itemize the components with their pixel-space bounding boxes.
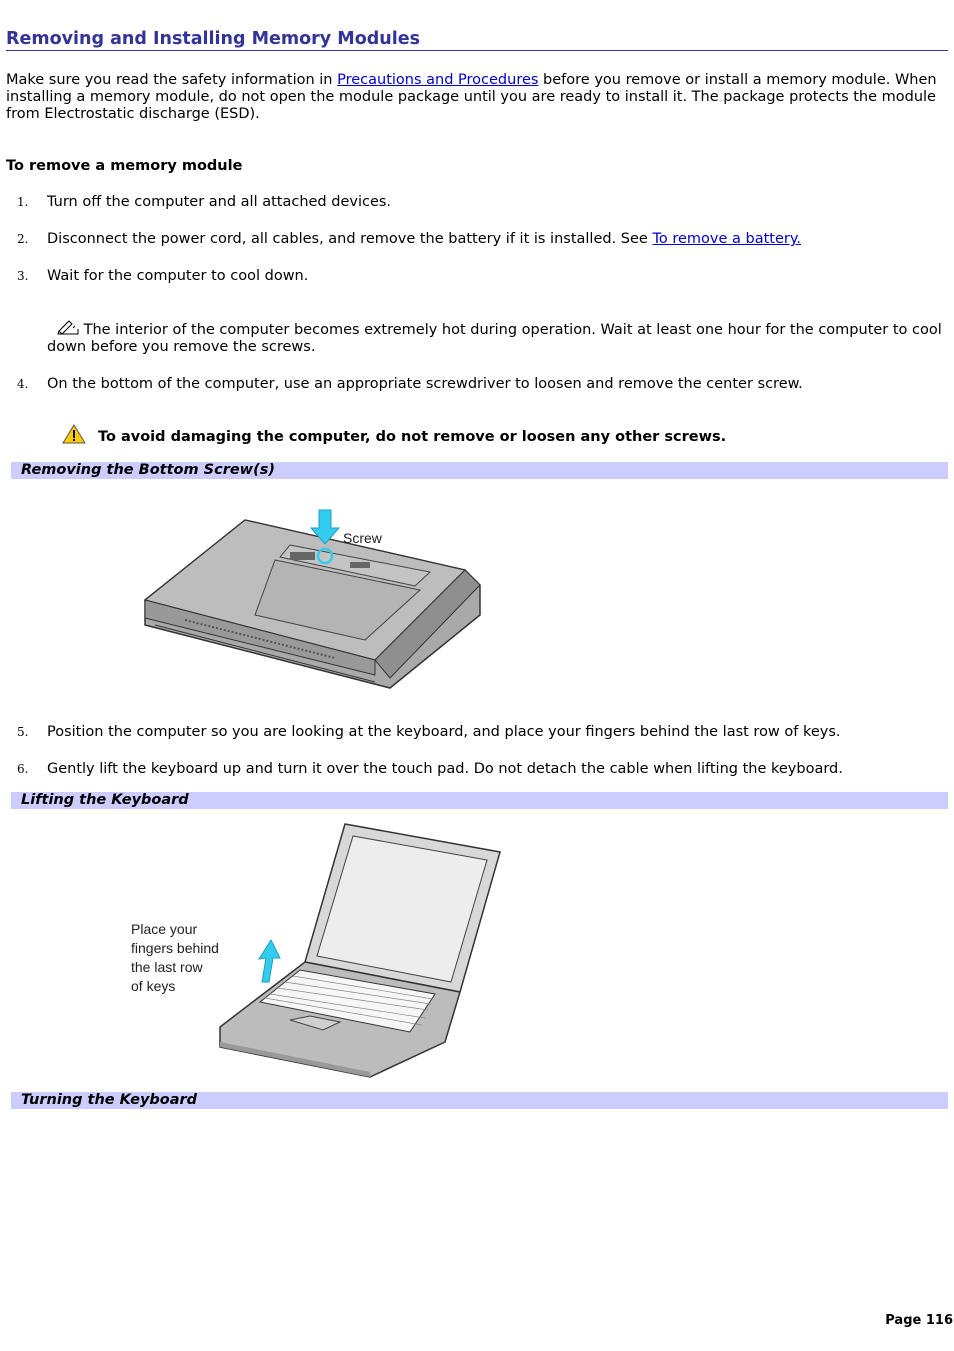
remove-battery-link[interactable]: To remove a battery. xyxy=(652,231,801,247)
step-text: Wait for the computer to cool down. xyxy=(47,268,309,284)
page-number: Page 116 xyxy=(885,1313,953,1328)
step-number: 1. xyxy=(17,195,29,209)
figure-caption-bar xyxy=(11,792,948,809)
figure-label-line: Place your xyxy=(131,921,198,937)
svg-text:Place your fingers behin xyxy=(131,921,223,994)
step-text: Turn off the computer and all attached devices. xyxy=(47,194,392,210)
figure-caption: Removing the Bottom Screw(s) xyxy=(21,462,275,478)
step-number: 2. xyxy=(17,232,29,246)
hot-note-text: The interior of the computer becomes extremely hot during operation. Wait at least one hour for the computer to cool down before you remove the screws. xyxy=(47,322,942,355)
intro-paragraph xyxy=(6,72,946,123)
laptop-bottom-illustration xyxy=(135,500,495,695)
step-number: 4. xyxy=(17,377,29,391)
intro-text-before: Make sure you read the safety information in xyxy=(6,72,338,88)
step-number: 6. xyxy=(17,762,29,776)
figure-label-line: the last row xyxy=(131,959,203,975)
step-number: 3. xyxy=(17,269,29,283)
figure-caption-bar xyxy=(11,462,948,479)
step-text: Gently lift the keyboard up and turn it over the touch pad. Do not detach the cable when lifting the keyboard. xyxy=(47,761,843,777)
page-title: Removing and Installing Memory Modules xyxy=(6,29,948,51)
figure-label-line: fingers behind xyxy=(131,940,219,956)
section-subheading: To remove a memory module xyxy=(6,158,243,174)
step-text: On the bottom of the computer, use an appropriate screwdriver to loosen and remove the center screw. xyxy=(47,376,803,392)
step-text: Position the computer so you are looking at the keyboard, and place your fingers behind the last row of keys. xyxy=(47,724,841,740)
figure-caption: Turning the Keyboard xyxy=(21,1092,198,1108)
warning-icon xyxy=(62,424,86,448)
warning-text: To avoid damaging the computer, do not remove or loosen any other screws. xyxy=(98,429,727,445)
laptop-keyboard-illustration xyxy=(125,822,505,1080)
step-number: 5. xyxy=(17,725,29,739)
step-2-text: Disconnect the power cord, all cables, and remove the battery if it is installed. See xyxy=(47,231,653,247)
intro-text-after: before you remove or install a memory module. When installing a memory module, do not open the module package until you are ready to install it. The package protects the module from Electrostatic discharge (ESD). xyxy=(6,72,937,122)
hot-note xyxy=(47,319,947,356)
step-text xyxy=(47,231,947,248)
figure-caption: Lifting the Keyboard xyxy=(21,792,189,808)
figure-caption-bar xyxy=(11,1092,948,1109)
note-pencil-icon xyxy=(57,319,79,335)
precautions-link[interactable]: Precautions and Procedures xyxy=(337,72,539,88)
screw-label: Screw xyxy=(343,530,382,546)
figure-label-line: of keys xyxy=(131,978,176,994)
